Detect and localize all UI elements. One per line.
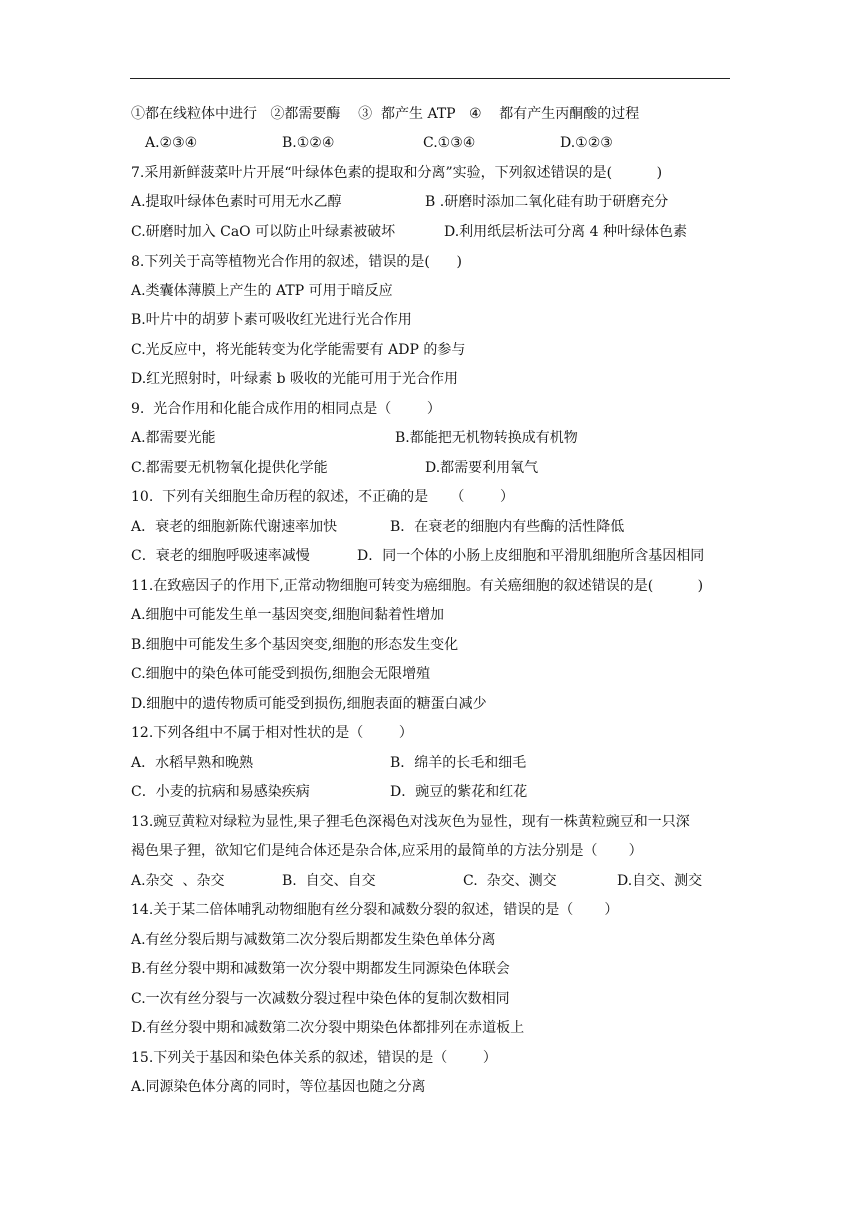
- q8-option-a: A.类囊体薄膜上产生的 ATP 可用于暗反应: [131, 283, 393, 299]
- q11-option-d: D.细胞中的遗传物质可能受到损伤,细胞表面的糖蛋白减少: [131, 696, 487, 712]
- q10-stem: 10. 下列有关细胞生命历程的叙述，不正确的是 （ ）: [131, 489, 515, 505]
- q14-option-a: A.有丝分裂后期与减数第二次分裂后期都发生染色单体分离: [131, 932, 496, 948]
- q14-option-b: B.有丝分裂中期和减数第一次分裂中期都发生同源染色体联会: [131, 961, 510, 977]
- q11-option-c: C.细胞中的染色体可能受到损伤,细胞会无限增殖: [131, 666, 431, 682]
- q7-option-a: A.提取叶绿体色素时可用无水乙醇: [131, 194, 342, 210]
- q13-option-c: C. 杂交、测交: [463, 873, 557, 889]
- q7-option-c: C.研磨时加入 CaO 可以防止叶绿素被破坏: [131, 224, 396, 240]
- q6-option-b: B.①②④: [282, 135, 335, 151]
- q11-option-a: A.细胞中可能发生单一基因突变,细胞间黏着性增加: [131, 607, 445, 623]
- q8-option-c: C.光反应中，将光能转变为化学能需要有 ADP 的参与: [131, 342, 466, 358]
- q12-option-c: C．小麦的抗病和易感染疾病: [131, 784, 310, 800]
- q9-option-d: D.都需要利用氧气: [425, 460, 539, 476]
- q15-stem: 15.下列关于基因和染色体关系的叙述，错误的是（ ）: [131, 1050, 497, 1066]
- q6-statements: ①都在线粒体中进行 ②都需要酶 ③ 都产生 ATP ④ 都有产生丙酮酸的过程: [131, 106, 640, 122]
- q15-option-a: A.同源染色体分离的同时，等位基因也随之分离: [131, 1079, 426, 1095]
- q10-option-c: C．衰老的细胞呼吸速率减慢: [131, 548, 310, 564]
- q14-option-c: C.一次有丝分裂与一次减数分裂过程中染色体的复制次数相同: [131, 991, 510, 1007]
- q12-option-a: A．水稻早熟和晚熟: [131, 755, 254, 771]
- q11-option-b: B.细胞中可能发生多个基因突变,细胞的形态发生变化: [131, 637, 459, 653]
- q8-option-b: B.叶片中的胡萝卜素可吸收红光进行光合作用: [131, 312, 412, 328]
- header-rule: [130, 78, 730, 79]
- q6-option-c: C.①③④: [423, 135, 476, 151]
- q7-stem: 7.采用新鲜菠菜叶片开展“叶绿体色素的提取和分离”实验，下列叙述错误的是( ): [131, 165, 663, 181]
- q12-stem: 12.下列各组中不属于相对性状的是（ ）: [131, 725, 413, 741]
- q7-option-d: D.利用纸层析法可分离 4 种叶绿体色素: [444, 224, 687, 240]
- q14-stem: 14.关于某二倍体哺乳动物细胞有丝分裂和减数分裂的叙述，错误的是（ ）: [131, 902, 619, 918]
- q12-option-d: D．豌豆的紫花和红花: [390, 784, 528, 800]
- q8-stem: 8.下列关于高等植物光合作用的叙述，错误的是( ): [131, 254, 462, 270]
- q13-stem-line-2: 褐色果子狸，欲知它们是纯合体还是杂合体,应采用的最简单的方法分别是（ ）: [131, 843, 643, 859]
- q12-option-b: B．绵羊的长毛和细毛: [390, 755, 527, 771]
- q10-option-b: B．在衰老的细胞内有些酶的活性降低: [390, 519, 625, 535]
- q13-stem-line-1: 13.豌豆黄粒对绿粒为显性,果子狸毛色深褐色对浅灰色为显性，现有一株黄粒豌豆和一只深: [131, 814, 690, 830]
- q13-option-d: D.自交、测交: [617, 873, 703, 889]
- q14-option-d: D.有丝分裂中期和减数第二次分裂中期染色体都排列在赤道板上: [131, 1020, 525, 1036]
- q9-stem: 9. 光合作用和化能合成作用的相同点是（ ）: [131, 401, 441, 417]
- q9-option-c: C.都需要无机物氧化提供化学能: [131, 460, 328, 476]
- q7-option-b: B .研磨时添加二氧化硅有助于研磨充分: [425, 194, 669, 210]
- q13-option-b: B. 自交、自交: [282, 873, 376, 889]
- q9-option-b: B.都能把无机物转换成有机物: [395, 430, 578, 446]
- q11-stem: 11.在致癌因子的作用下,正常动物细胞可转变为癌细胞。有关癌细胞的叙述错误的是( ): [131, 578, 704, 594]
- q13-option-a: A.杂交 、杂交: [131, 873, 225, 889]
- q10-option-d: D．同一个体的小肠上皮细胞和平滑肌细胞所含基因相同: [357, 548, 705, 564]
- q8-option-d: D.红光照射时，叶绿素 b 吸收的光能可用于光合作用: [131, 371, 459, 387]
- q6-option-d: D.①②③: [560, 135, 613, 151]
- q6-option-a: A.②③④: [145, 135, 198, 151]
- q9-option-a: A.都需要光能: [131, 430, 216, 446]
- q10-option-a: A．衰老的细胞新陈代谢速率加快: [131, 519, 338, 535]
